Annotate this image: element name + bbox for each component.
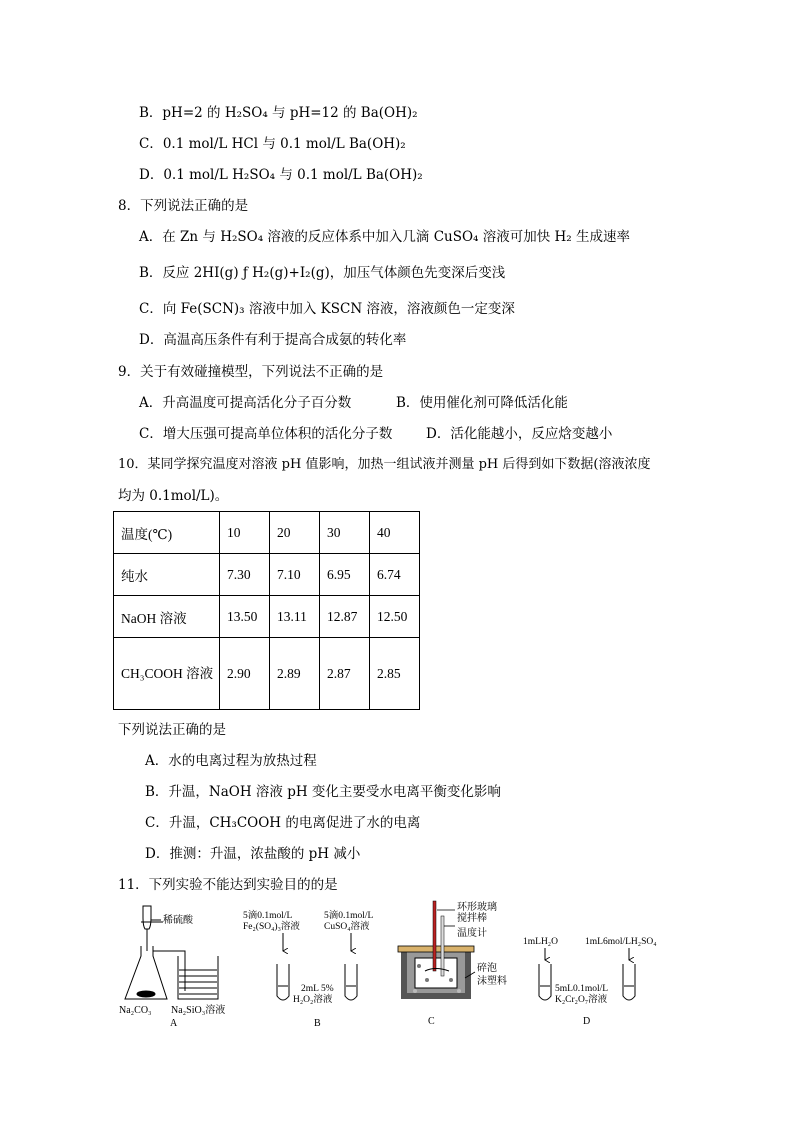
fig-c-side1: 环形玻璃 (457, 902, 497, 913)
q9-stem: 9．关于有效碰撞模型，下列说法不正确的是 (118, 364, 384, 380)
table-cell: NaOH 溶液 (114, 596, 220, 638)
fig-d-top2: 1mL6mol/LH₂SO₄ (585, 937, 657, 947)
table-header-row (114, 512, 420, 554)
test-tube-icon (277, 964, 289, 1000)
table-cell: 2.85 (370, 638, 420, 710)
fig-d-mid1: 5mL0.1mol/L (555, 984, 609, 994)
test-tube-icon (623, 964, 635, 1000)
q9-option-a: A．升高温度可提高活化分子百分数 (139, 395, 352, 411)
q11-stem: 11．下列实验不能达到实验目的的是 (118, 877, 338, 893)
table-cell: 6.95 (320, 554, 370, 596)
fig-b-top2b: CuSO₄溶液 (324, 922, 370, 932)
q9-option-d: D．活化能越小，反应焓变越小 (426, 426, 613, 442)
fig-c-side3: 温度计 (457, 928, 487, 939)
table-cell: 7.30 (220, 554, 270, 596)
fig-c-label: C (428, 1016, 435, 1027)
q10-option-b: B．升温，NaOH 溶液 pH 变化主要受水电离平衡变化影响 (145, 784, 501, 800)
table-cell: 纯水 (114, 554, 220, 596)
table-cell: 13.11 (270, 596, 320, 638)
fig-a-left-label: Na₂CO₃ (119, 1005, 152, 1016)
q7-option-b: B．pH=2 的 H₂SO₄ 与 pH=12 的 Ba(OH)₂ (139, 105, 418, 121)
q7-option-c: C．0.1 mol/L HCl 与 0.1 mol/L Ba(OH)₂ (139, 136, 406, 152)
table-cell: 2.90 (220, 638, 270, 710)
table-cell: 13.50 (220, 596, 270, 638)
fig-a-acid-label: 稀硫酸 (163, 915, 193, 926)
test-tube-icon (345, 964, 357, 1000)
fig-b-label: B (314, 1018, 321, 1029)
table-row (114, 596, 420, 638)
fig-d-mid2: K₂Cr₂O₇溶液 (555, 995, 608, 1005)
table-cell: 12.50 (370, 596, 420, 638)
q10-option-a: A．水的电离过程为放热过程 (145, 753, 317, 769)
fig-a-label: A (170, 1018, 178, 1029)
fig-b-bottom1: 2mL 5% (301, 984, 334, 994)
fig-a-right-label: Na₂SiO₃溶液 (171, 1005, 226, 1016)
fig-c-side5: 沫塑料 (477, 976, 507, 987)
ph-data-table (113, 511, 420, 710)
fig-b-top1b: Fe₂(SO₄)₃溶液 (243, 922, 300, 932)
table-cell: 12.87 (320, 596, 370, 638)
table-cell: 30 (320, 512, 370, 554)
fig-c-side2: 搅拌棒 (457, 913, 487, 924)
test-tube-icon (539, 964, 551, 1000)
table-cell: 温度(℃) (114, 512, 220, 554)
fig-b-top1a: 5滴0.1mol/L (243, 911, 293, 921)
table-cell: 7.10 (270, 554, 320, 596)
table-cell: CH₃COOH 溶液 (114, 638, 220, 710)
q8-option-c: C．向 Fe(SCN)₃ 溶液中加入 KSCN 溶液，溶液颜色一定变深 (139, 301, 515, 317)
table-cell: 10 (220, 512, 270, 554)
q8-stem: 8．下列说法正确的是 (118, 198, 249, 214)
fig-d-top1: 1mLH₂O (523, 937, 558, 947)
fig-b-top2a: 5滴0.1mol/L (324, 911, 374, 921)
fig-d-label: D (583, 1016, 591, 1027)
q10-stem-line3: 下列说法正确的是 (118, 722, 226, 738)
q8-option-d: D．高温高压条件有利于提高合成氨的转化率 (139, 332, 407, 348)
q7-option-d: D．0.1 mol/L H₂SO₄ 与 0.1 mol/L Ba(OH)₂ (139, 167, 423, 183)
q8-option-b: B．反应 2HI(g) ƒ H₂(g)+I₂(g)，加压气体颜色先变深后变浅 (139, 265, 506, 281)
table-cell: 20 (270, 512, 320, 554)
fig-b-bottom2: H₂O₂溶液 (293, 995, 333, 1005)
table-cell: 2.89 (270, 638, 320, 710)
q10-stem-line1: 10．某同学探究温度对溶液 pH 值影响，加热一组试液并测量 pH 后得到如下数据(溶液浓度 (118, 457, 651, 472)
table-row (114, 638, 420, 710)
q10-option-c: C．升温，CH₃COOH 的电离促进了水的电离 (145, 815, 421, 831)
table-cell: 6.74 (370, 554, 420, 596)
q10-stem-line2: 均为 0.1mol/L)。 (118, 488, 229, 504)
q10-option-d: D．推测：升温，浓盐酸的 pH 减小 (145, 846, 361, 862)
q9-option-c: C．增大压强可提高单位体积的活化分子数 (139, 426, 393, 442)
fig-c-side4: 碎泡 (477, 963, 497, 974)
separatory-funnel-icon (143, 906, 151, 929)
table-cell: 40 (370, 512, 420, 554)
q9-option-b: B．使用催化剂可降低活化能 (396, 395, 568, 411)
table-cell: 2.87 (320, 638, 370, 710)
q8-option-a: A．在 Zn 与 H₂SO₄ 溶液的反应体系中加入几滴 CuSO₄ 溶液可加快 H₂ 生成速率 (139, 229, 631, 245)
experiment-figures (115, 896, 695, 1031)
beaker-icon (178, 956, 218, 999)
table-row (114, 554, 420, 596)
